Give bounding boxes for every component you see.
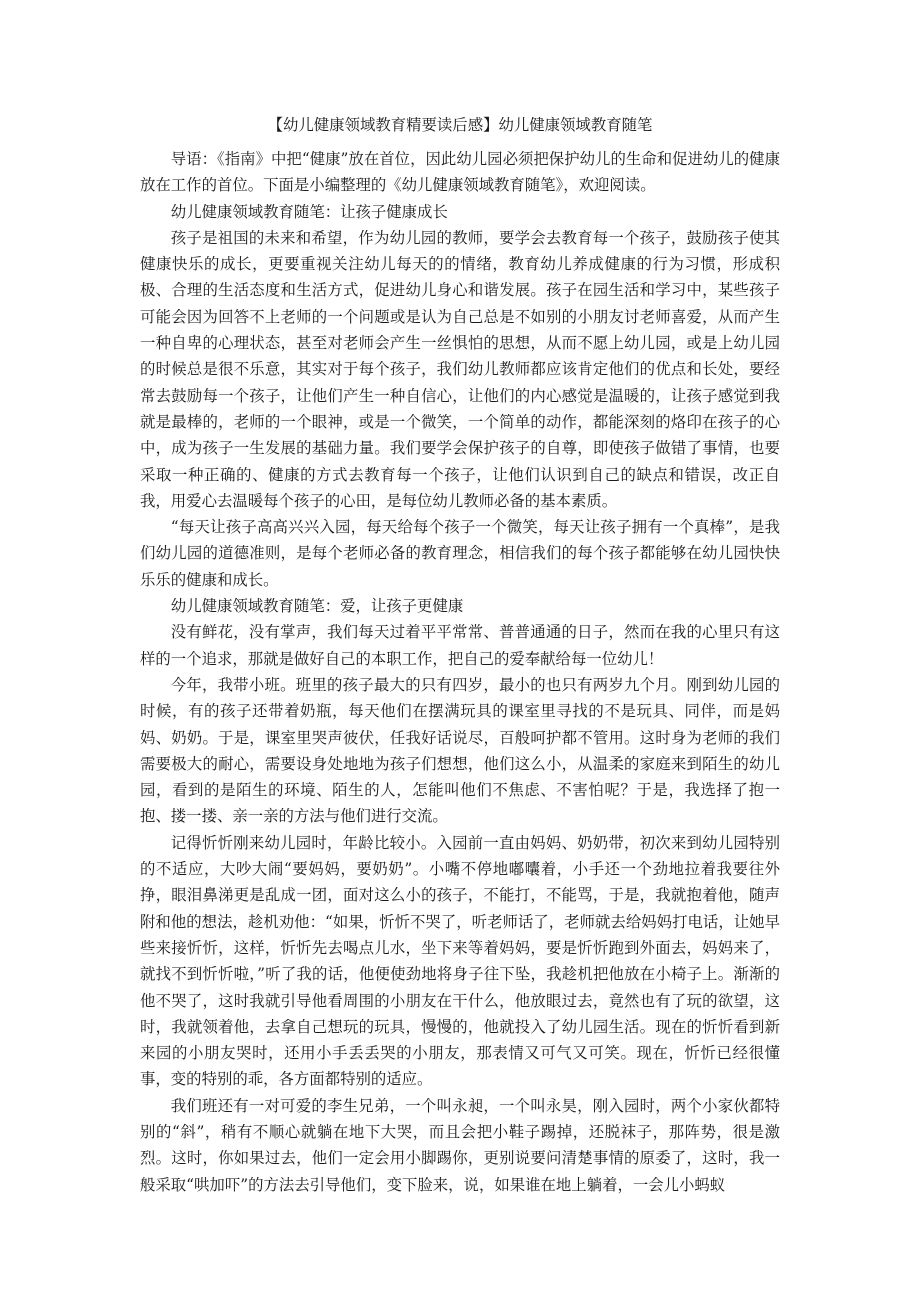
section-heading-2: 幼儿健康领域教育随笔：爱，让孩子更健康 xyxy=(170,597,464,616)
body-paragraph: 今年，我带小班。班里的孩子最大的只有四岁，最小的也只有两岁九个月。刚到幼儿园的时候，有的孩子还带着奶瓶，每天他们在摆满玩具的课室里寻找的不是玩具、同伴，而是妈妈、奶奶。于是，课室里哭声彼伏，任我好话说尽，百般呵护都不管用。这时身为老师的我们需要极大的耐心，需要设身处地地为孩子们想想，他们这么小，从温柔的家庭来到陌生的幼儿园，看到的是陌生的环境、陌生的人，怎能叫他们不焦虑、不害怕呢？于是，我选择了抱一抱、搂一搂、亲一亲的方法与他们进行交流。 xyxy=(140,675,780,826)
document-title: 【幼儿健康领域教育精要读后感】幼儿健康领域教育随笔 xyxy=(267,116,653,134)
body-paragraph: 没有鲜花，没有掌声，我们每天过着平平常常、普普通通的日子，然而在我的心里只有这样的一个追求，那就是做好自己的本职工作，把自己的爱奉献给每一位幼儿！ xyxy=(140,623,780,668)
body-paragraph: 记得忻忻刚来幼儿园时，年龄比较小。入园前一直由妈妈、奶奶带，初次来到幼儿园特别的不适应，大吵大闹“要妈妈，要奶奶”。小嘴不停地嘟囔着，小手还一个劲地拉着我要往外挣，眼泪鼻涕更是乱成一团，面对这么小的孩子，不能打，不能骂，于是，我就抱着他，随声附和他的想法，趁机劝他：“如果，忻忻不哭了，听老师话了，老师就去给妈妈打电话，让她早些来接忻忻，这样，忻忻先去喝点儿水，坐下来等着妈妈，要是忻忻跑到外面去，妈妈来了，就找不到忻忻啦，”听了我的话，他便使劲地将身子往下坠，我趁机把他放在小椅子上。渐渐的他不哭了，这时我就引导他看周围的小朋友在干什么，他放眼过去，竟然也有了玩的欲望，这时，我就领着他，去拿自己想玩的玩具，慢慢的，他就投入了幼儿园生活。现在的忻忻看到新来园的小朋友哭时，还用小手丢丢哭的小朋友，那表情又可气又可笑。现在，忻忻已经很懂事，变的特别的乖，各方面都特别的适应。 xyxy=(140,833,780,1089)
intro-paragraph: 导语：《指南》中把“健康”放在首位，因此幼儿园必须把保护幼儿的生命和促进幼儿的健康放在工作的首位。下面是小编整理的《幼儿健康领域教育随笔》，欢迎阅读。 xyxy=(140,150,780,195)
body-paragraph: 孩子是祖国的未来和希望，作为幼儿园的教师，要学会去教育每一个孩子，鼓励孩子使其健康快乐的成长，更要重视关注幼儿每天的的情绪，教育幼儿养成健康的行为习惯，形成积极、合理的生活态度和生活方式，促进幼儿身心和谐发展。孩子在园生活和学习中，某些孩子可能会因为回答不上老师的一个问题或是认为自己总是不如别的小朋友讨老师喜爱，从而产生一种自卑的心理状态，甚至对老师会产生一丝惧怕的思想，从而不愿上幼儿园，或是上幼儿园的时候总是很不乐意，其实对于每个孩子，我们幼儿教师都应该肯定他们的优点和长处，要经常去鼓励每一个孩子，让他们产生一种自信心，让他们的内心感觉是温暖的，让孩子感觉到我就是最棒的，老师的一个眼神，或是一个微笑，一个简单的动作，都能深刻的烙印在孩子的心中，成为孩子一生发展的基础力量。我们要学会保护孩子的自尊，即使孩子做错了事情，也要采取一种正确的、健康的方式去教育每一个孩子，让他们认识到自己的缺点和错误，改正自我，用爱心去温暖每个孩子的心田，是每位幼儿教师必备的基本素质。 xyxy=(140,228,780,510)
section-heading-1: 幼儿健康领域教育随笔：让孩子健康成长 xyxy=(170,202,448,221)
document-page xyxy=(140,112,780,1198)
body-paragraph: 我们班还有一对可爱的李生兄弟，一个叫永昶，一个叫永昊，刚入园时，两个小家伙都特别的“斜”，稍有不顺心就躺在地下大哭，而且会把小鞋子踢掉，还脱袜子，那阵势，很是激烈。这时，你如果过去，他们一定会用小脚踢你，更别说要问清楚事情的原委了，这时，我一般采取“哄加吓”的方法去引导他们，变下脸来，说，如果谁在地上躺着，一会儿小蚂蚁 xyxy=(140,1096,780,1194)
body-paragraph: “每天让孩子高高兴兴入园，每天给每个孩子一个微笑，每天让孩子拥有一个真棒”，是我们幼儿园的道德准则，是每个老师必备的教育理念，相信我们的每个孩子都能够在幼儿园快快乐乐的健康和成长。 xyxy=(140,518,780,589)
